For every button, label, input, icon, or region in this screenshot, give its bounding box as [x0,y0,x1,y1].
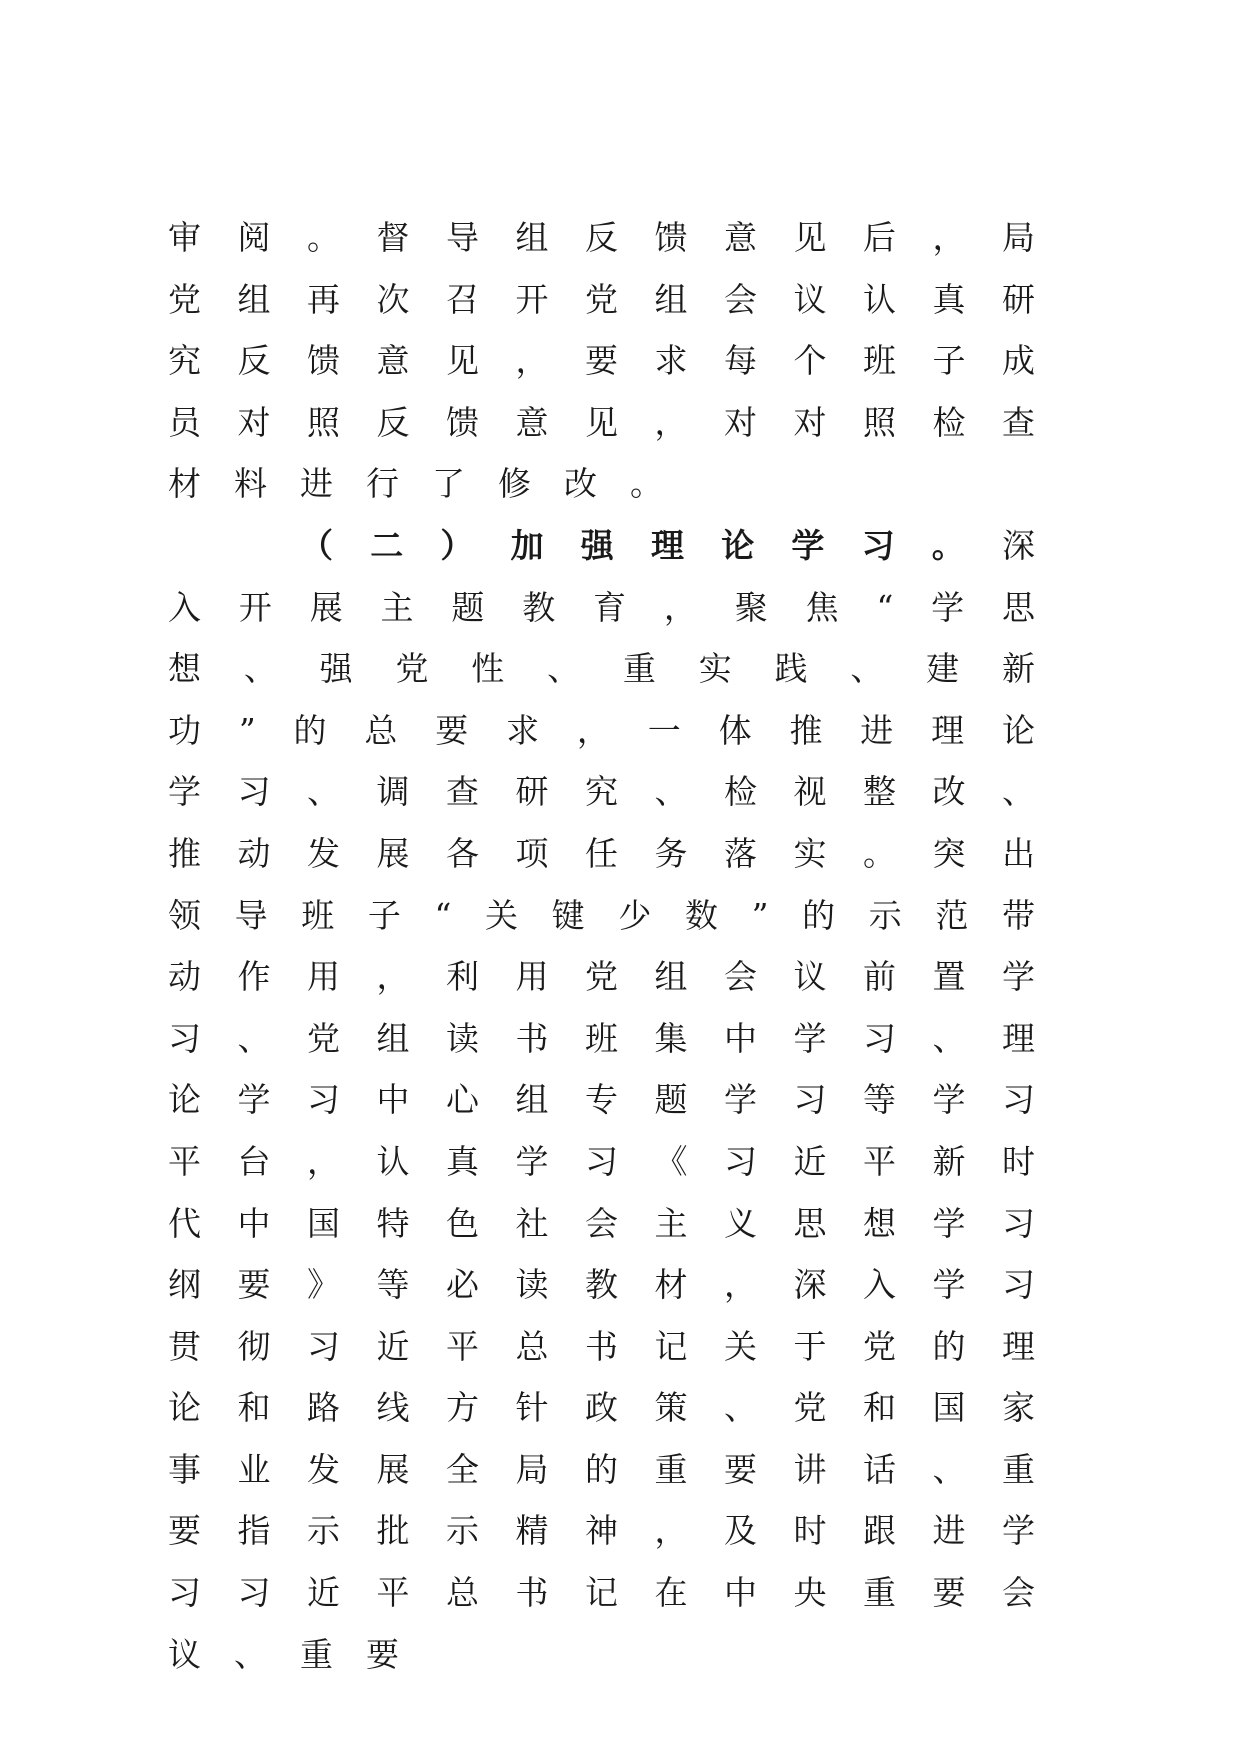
document-body [168,207,1068,1685]
paragraph-1-text: 审阅。督导组反馈意见后，局党组再次召开党组会议认真研究反馈意见，要求每个班子成员对照反馈意见，对对照检查材料进行了修改。 [168,218,1068,504]
paragraph-2-text: 深入开展主题教育，聚焦“学思想、强党性、重实践、建新功”的总要求，一体推进理论学习、调查研究、检视整改、推动发展各项任务落实。突出领导班子“关键少数”的示范带动作用，利用党组会议前置学习、党组读书班集中学习、理论学习中心组专题学习等学习平台，认真学习《习近平新时代中国特色社会主义思想学习纲要》等必读教材，深入学习贯彻习近平总书记关于党的理论和路线方针政策、党和国家事业发展全局的重要讲话、重要指示批示精神，及时跟进学习习近平总书记在中央重要会议、重要 [168,525,1068,1674]
section-heading: （二）加强理论学习。 [300,525,1002,565]
paragraph-continued [168,207,1068,515]
paragraph-theory-study [168,515,1068,1685]
